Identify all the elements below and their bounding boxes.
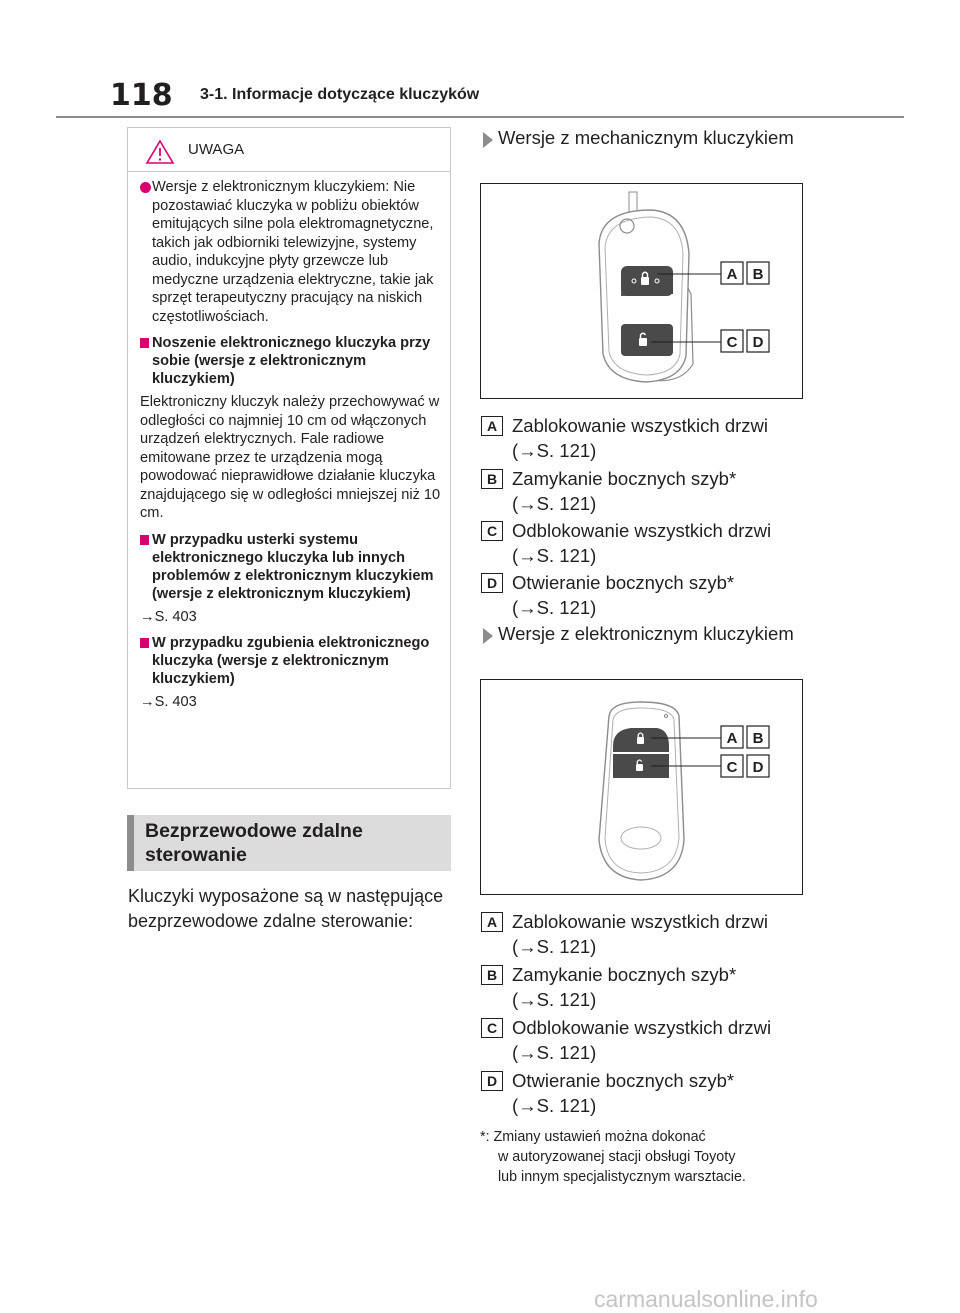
caution-subheading-3: W przypadku zgubienia elektronicznego kluczyka (wersje z elektronicznym kluczykiem) — [140, 634, 446, 688]
caution-subheading-2: W przypadku usterki systemu elektronicznego kluczyka lub innych problemów z elektronicznym kluczykiem (wersje z elektronicznym kluczykiem) — [140, 531, 446, 603]
callout-label: A — [726, 266, 738, 283]
caution-header — [128, 128, 450, 172]
caution-bullet-text: Wersje z elektronicznym kluczykiem: Nie pozostawiać kluczyka w pobliżu obiektów emitujących silne pola elektromagnetyczne, takich jak odbiorniki telewizyjne, systemy audio, indukcyjne płyty grzewcze lub medyczne urządzenia elektryczne, takie jak sprzęt terapeutyczny pracujący na niskich częstotliwościach. — [152, 179, 434, 325]
callout-label: C — [726, 759, 738, 776]
page-reference: (→S. 121) — [512, 492, 597, 514]
electronic-key-illustration — [481, 680, 802, 894]
page-reference: (→S. 121) — [512, 544, 597, 566]
caution-subheading-1: Noszenie elektronicznego kluczyka przy sobie (wersje z elektronicznym kluczykiem) — [140, 334, 446, 388]
letter-box: D — [481, 1071, 503, 1091]
page-reference: (→S. 121) — [512, 935, 597, 957]
variant-electronic-title: Wersje z elektronicznym kluczykiem — [498, 623, 794, 644]
callout-label: D — [752, 334, 764, 351]
letter-box: C — [481, 1018, 503, 1038]
page-number: 118 — [110, 78, 173, 113]
letter-box: B — [481, 965, 503, 985]
caution-bullet — [140, 178, 446, 326]
header-rule — [56, 116, 904, 118]
callout-label: B — [752, 266, 764, 283]
caution-title: UWAGA — [188, 141, 245, 158]
caution-paragraph: Elektroniczny kluczyk należy przechowywać w odległości co najmniej 10 cm od włączonych urządzeń elektrycznych. Fale radiowe emitowane przez te urządzenia mogą powodować nieprawidłowe działanie kluczyka znajdującego się w odległości mniejszej niż 10 cm. — [140, 394, 441, 521]
square-bullet-icon — [140, 535, 149, 545]
page-reference: →S. 403 — [140, 694, 197, 710]
letter-box: D — [481, 573, 503, 593]
footnote: *: Zmiany ustawień można dokonać w autoryzowanej stacji obsługi Toyoty lub innym specjalistycznym warsztacie. — [480, 1129, 746, 1185]
callout-label: A — [726, 730, 738, 747]
section-heading-text: Bezprzewodowe zdalne sterowanie — [145, 820, 363, 866]
page-reference: (→S. 121) — [512, 988, 597, 1010]
intro-paragraph: Kluczyki wyposażone są w następujące bezprzewodowe zdalne sterowanie: — [128, 886, 444, 931]
square-bullet-icon — [140, 638, 149, 648]
watermark: carmanualsonline.info — [594, 1286, 818, 1312]
caution-body — [140, 178, 446, 712]
arrow-bullet-icon — [483, 628, 493, 644]
callout-label: D — [752, 759, 764, 776]
page-reference: (→S. 121) — [512, 596, 597, 618]
mechanical-key-illustration — [481, 184, 802, 398]
section-heading — [127, 815, 451, 871]
callout-label: C — [726, 334, 738, 351]
variant-mechanical-title: Wersje z mechanicznym kluczykiem — [498, 127, 794, 148]
section-title: 3-1. Informacje dotyczące kluczyków — [200, 86, 480, 103]
page-reference: (→S. 121) — [512, 1094, 597, 1116]
square-bullet-icon — [140, 338, 149, 348]
page-reference: (→S. 121) — [512, 1041, 597, 1063]
warning-triangle-icon — [145, 139, 175, 165]
callout-label: B — [752, 730, 764, 747]
heading-accent — [127, 815, 134, 871]
electronic-key-figure — [480, 679, 803, 895]
mechanical-key-figure — [480, 183, 803, 399]
caution-box — [127, 127, 451, 789]
letter-box: B — [481, 469, 503, 489]
letter-box: C — [481, 521, 503, 541]
bullet-dot-icon — [140, 182, 151, 193]
arrow-bullet-icon — [483, 132, 493, 148]
page-reference: →S. 403 — [140, 608, 197, 625]
letter-box: A — [481, 912, 503, 932]
letter-box: A — [481, 416, 503, 436]
page-reference: (→S. 121) — [512, 439, 597, 461]
